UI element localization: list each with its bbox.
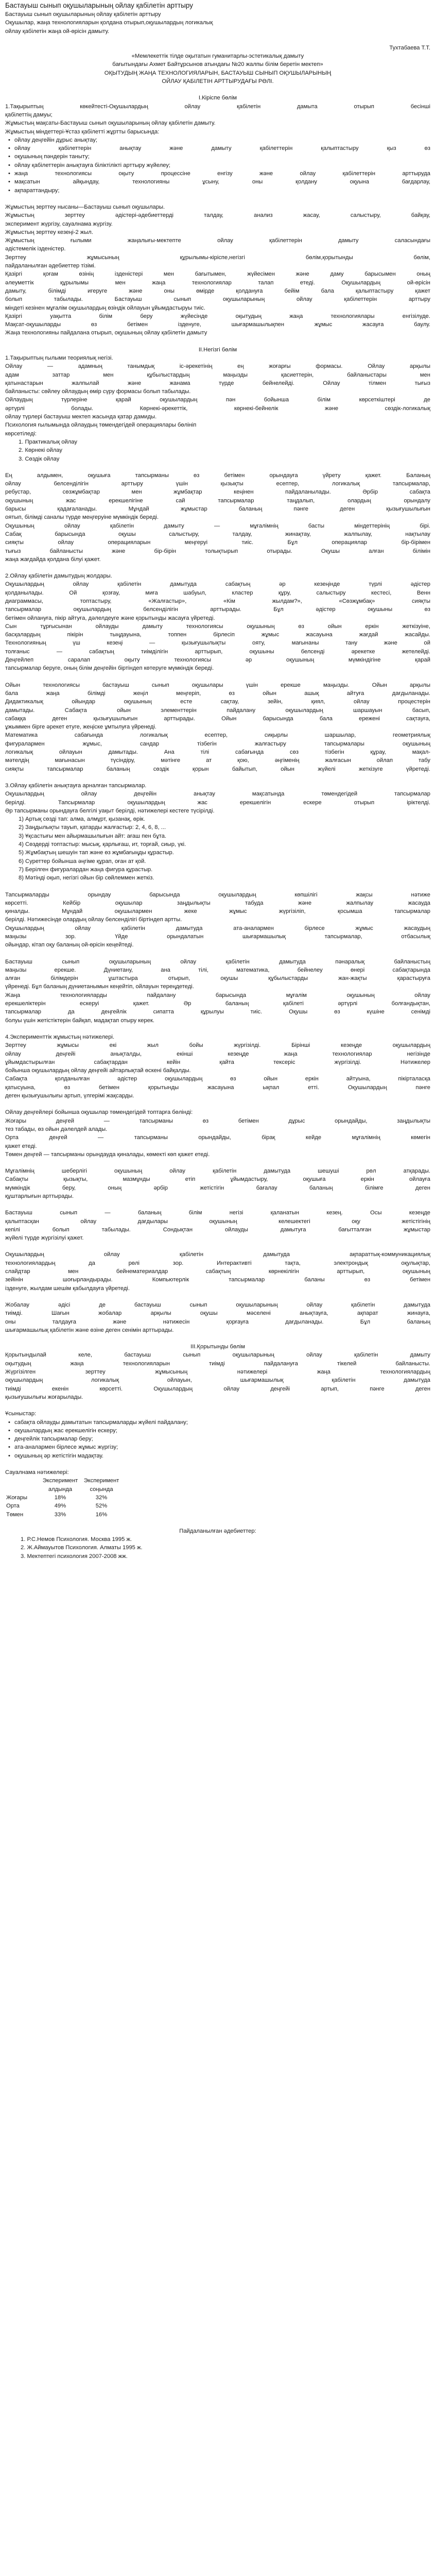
list-item: 1. Практикалық ойлау — [19, 438, 77, 445]
text-line: қиналды. Мұндай оқушылармен жеке жұмыс жүргізіліп, қосымша тапсырмалар — [5, 908, 430, 915]
reference-item: 1. Р.С.Немов Психология. Москва 1995 ж. — [21, 1536, 132, 1543]
paragraph-gap — [5, 950, 430, 958]
reference-item: 3. Мектептегі психология 2007-2008 жж. — [21, 1553, 128, 1560]
bullet-icon: • — [8, 137, 10, 143]
text-line: Қорытындылай келе, бастауыш сынып оқушыларының ойлау қабілетін дамыту — [5, 1352, 430, 1359]
list-item-text: оқушының әр жетістігін мадақтау. — [14, 1452, 104, 1459]
text-line: ұжыммен бірге әрекет етуге, жеңіске ұмтылуға үйренеді. — [5, 724, 156, 731]
text-line: ұйымдастырылған сабақтардан кейін қайта тексеріс жүргізілді. Нәтижелер — [5, 1059, 430, 1065]
list-item — [5, 1418, 430, 1427]
text-line: технологиялардың да рөлі зор. Интерактивті тақта, электрондық оқулықтар, — [5, 1260, 430, 1266]
text-line: ІІ.Негізгі бөлім — [198, 346, 237, 353]
list-item-text: ойлау қабілеттерін анықтау және дамыту қабілеттерін қалыптастыру қыз өз — [14, 145, 430, 152]
bullet-icon: • — [8, 179, 10, 185]
table-header-cell — [6, 1485, 42, 1494]
paragraph-gap — [5, 195, 430, 203]
intro-line: ойлау қабілетін жаңа ой-өрісін дамыту. — [5, 28, 110, 35]
list-item: 7) Берілген фигуралардан жаңа фигура құрастыр. — [19, 866, 153, 873]
text-line: толғаныс — сабақтың тиімділігін арттырып, оқушыны белсенді әрекетке жетелейді. — [5, 648, 430, 655]
table-header-row — [6, 1477, 124, 1485]
list-item — [5, 1443, 430, 1451]
text-line: әртүрлі болады. Көрнекі-әрекеттік, көрнекі-бейнелік және сөздік-логикалық — [5, 405, 430, 412]
text-line: 2.Ойлау қабілетін дамытудың жолдары. — [5, 573, 112, 580]
text-line: Жұмыстың зерттеу нысаны—Бастауыш сынып оқушылары. — [5, 204, 165, 210]
list-item — [5, 1435, 430, 1443]
survey-title: Сауалнама нәтижелері: — [5, 1469, 69, 1476]
text-line: тез табады, өз ойын дәлелдей алады. — [5, 1126, 108, 1132]
text-line: берілді. Тапсырмалар оқушылардың жас ерекшелігін ескере отырып іріктелді. — [5, 799, 430, 806]
text-line: шығармашылық қабілетін және өзіне деген сенімін арттырады. — [5, 1327, 174, 1333]
text-line: логикалық ойлауын дамытады. Ана тілі сабағында сөз тізбегін құрау, мақал- — [5, 749, 430, 756]
table-row — [6, 1511, 124, 1519]
table-cell: Жоғары — [6, 1494, 27, 1501]
paragraph-gap — [5, 1334, 430, 1343]
document-meta: Бастауыш сынып оқушыларының ойлау қабілетін арттыру — [5, 11, 161, 18]
bullet-icon: • — [8, 1419, 10, 1426]
text-line: 1.Тақырыптың көкейтесті-Оқушылардың ойлау қабілетін дамыта отырып бесінші — [5, 103, 430, 110]
text-line: Математика сабағында логикалық есептер, сиқырлы шаршылар, геометриялық — [5, 732, 430, 739]
list-item: 8) Мәтінді оқып, негізгі ойын бір сөйлеммен жеткіз. — [19, 875, 154, 882]
text-line: маңызы зор. Үйде орындалатын шығармашылық тапсырмалар, отбасылық — [5, 933, 430, 940]
text-line: эксперимент жүргізу, сауалнама жүргізу. — [5, 221, 113, 227]
text-line: Бастауыш сынып оқушыларының ойлау қабілетін дамытуда пәнаралық байланыстың — [5, 958, 430, 965]
text-line: Жұмыстың ғылыми жаңалығы-мектепте ойлау қабілеттерін дамыту саласындағы — [5, 238, 430, 244]
list-item — [5, 170, 430, 178]
text-line: ойлау түрлері бастауыш мектеп жасында қатар дамиды. — [5, 414, 157, 420]
list-item-text: оқушының пәндерін таныту; — [14, 154, 90, 160]
document-body — [5, 103, 430, 1460]
paragraph-gap — [5, 337, 430, 346]
text-line: 3.Ойлау қабілетін анықтауға арналған тапсырмалар. — [5, 782, 147, 789]
text-line: Ойлау деңгейлері бойынша оқушылар төмендегідей топтарға бөлінді: — [5, 1109, 193, 1116]
bullet-icon: • — [8, 1427, 10, 1434]
table-cell: 52% — [95, 1503, 108, 1510]
text-line: оқушылардың логикалық ойлауын, шығармашылық қабілетін дамытуда — [5, 1377, 430, 1384]
paragraph-gap — [5, 883, 430, 891]
text-line: Ұсыныстар: — [5, 1411, 37, 1417]
text-line: Сын тұрғысынан ойлауды дамыту технологиясы оқушының өз ойын еркін жеткізуіне, — [5, 623, 430, 630]
list-item — [5, 144, 430, 152]
text-line: тиімді. Шағын жобалар арқылы оқушы мәселені анықтауға, ақпарат жинауға, — [5, 1310, 430, 1317]
text-line: қажет етеді. — [5, 1143, 37, 1149]
text-line: Ойлаудың түрлеріне қарай оқушылардың пән бойынша білім көрсеткіштері де — [5, 397, 430, 403]
list-item-text: оқушылардың жас ерекшелігін ескеру; — [14, 1427, 117, 1434]
text-line: болып табылады. Бастауыш сынып оқушыларының ойлау қабілеттерін арттыру — [5, 296, 430, 303]
text-line: Оқушылардың ойлау деңгейін анықтау мақсатында төмендегідей тапсырмалар — [5, 791, 430, 798]
paragraph-gap — [5, 673, 430, 681]
document-title: Бастауыш сынып оқушыларының ойлау қабілетін арттыру — [5, 2, 194, 9]
text-line: Мақсат-оқушыларды өз бетімен ізденуге, шығармашылықпен жұмыс жасауға баулу. — [5, 321, 430, 328]
paragraph-gap — [5, 1159, 430, 1167]
text-line: ойлау белсенділігін арттыру үшін қызықты есептер, логикалық тапсырмалар, — [5, 481, 430, 487]
text-line: III.Қорытынды бөлім — [190, 1344, 245, 1350]
topic-line: ОҚЫТУДЫҢ ЖАҢА ТЕХНОЛОГИЯЛАРЫН, БАСТАУЫШ СЫНЫП ОҚУШЫЛАРЫНЫҢ — [104, 70, 332, 76]
text-line: болуы үшін жетістіктерін байқап, мадақтап отыру керек. — [5, 1017, 154, 1024]
text-line: Қазіргі қоғам өзінің ізденістері мен бағытымен, жүйесімен және даму барысымен оның — [5, 271, 430, 278]
text-line: Деңгейлеп саралап оқыту технологиясы әр оқушының мүмкіндігіне қарай — [5, 657, 430, 664]
list-item-text: жаңа технологиясы оқыту процессіне енгізу және ойлау қабілеттерін арттыруда — [14, 171, 430, 177]
text-line: Тапсырмаларды орындау барысында оқушылардың көпшілігі жақсы нәтиже — [5, 891, 430, 898]
text-line: Төмен деңгей — тапсырманы орындауда қиналады, көмекті көп қажет етеді. — [5, 1151, 210, 1158]
text-line: кепілі болып табылады. Сондықтан ойлауды дамытуға бағытталған жұмыстар — [5, 1226, 430, 1233]
text-line: барысы қадағаланады. Мұндай жұмыстар баланың пәнге деген қызығушылығын — [5, 506, 430, 513]
paragraph-gap — [5, 1293, 430, 1301]
table-cell: 33% — [54, 1511, 66, 1518]
list-item-text: ойлау қабілеттерін анықтауға біліктілікті арттыру жүйелеу; — [14, 162, 171, 168]
list-item — [5, 136, 430, 144]
text-line: құштарлығын арттырады. — [5, 1193, 74, 1199]
text-line: қатысуына, өз бетімен қорытынды жасауына ықпал етті. Оқушылардың пәнге — [5, 1084, 430, 1091]
bullet-icon: • — [8, 145, 10, 152]
text-line: дамытады. Сабақта ойын элементтерін пайдалану оқушылардың шаршауын басып, — [5, 707, 430, 714]
text-line: Орта деңгей — тапсырманы орындайды, бірақ кейде мұғалімнің көмегін — [5, 1134, 430, 1141]
text-line: Жұмыстың зерттеу әдістері-әдебиеттерді талдау, анализ жасау, салыстыру, байқау, — [5, 212, 430, 219]
text-line: қатынастарын жалпылай және жанама түрде бейнелейді. Ойлау тілмен тығыз — [5, 380, 430, 386]
topic-line: ОЙЛАУ ҚАБІЛЕТІН АРТТЫРУДАҒЫ РӨЛІ. — [162, 78, 274, 85]
text-line: үйренеді. Бұл баланың дүниетанымын кеңейтіп, ойлауын тереңдетеді. — [5, 984, 194, 990]
text-line: 1.Тақырыптың ғылыми теориялық негізі. — [5, 354, 113, 361]
text-line: Технологияның үш кезеңі — қызығушылықты ояту, мағынаны тану және ой — [5, 640, 430, 647]
text-line: маңызы ерекше. Дүниетану, ана тілі, математика, бейнелеу өнері сабақтарында — [5, 967, 430, 973]
paragraph-gap — [5, 463, 430, 471]
text-line: Жүргізілген зерттеу жұмысының нәтижелері жаңа технологиялардың — [5, 1369, 430, 1376]
text-line: диаграммасы, топтастыру, «Жалғастыр», «Кім жылдам?», «Сөзжұмбақ» сияқты — [5, 598, 430, 604]
text-line: қызығушылығы жоғарылады. — [5, 1394, 83, 1400]
text-line: тығыз байланысты және бір-бірін толықтырып отырады. Оқушы алған білімін — [5, 548, 430, 554]
section-title: І.Кіріспе бөлім — [198, 95, 237, 101]
author: Тухтабаева Т.Т. — [389, 44, 430, 51]
text-line: Жоғары деңгей — тапсырманы өз бетімен дұрыс орындайды, заңдылықты — [5, 1117, 430, 1124]
text-line: ребустар, сөзжұмбақтар мен жұмбақтар кеңінен пайдаланылады. Әрбір сабақта — [5, 489, 430, 496]
list-item: 3. Сөздік ойлау — [19, 455, 60, 462]
text-line: сабаққа деген қызығушылығын арттырады. Ойын барысында бала ережені сақтауға, — [5, 715, 430, 722]
intro-line: Оқушылар, жаңа технологияларын қолдана отырып,оқушылардың логикалық — [5, 20, 213, 26]
list-item: 1) Артық сөзді тап: алма, алмұрт, қызанақ, өрік. — [19, 816, 145, 823]
text-line: дамыту, білімді игеруге және оны өмірде қолдануға бейім бала қалыптастыру қажет — [5, 287, 430, 294]
bullet-icon: • — [8, 162, 10, 168]
table-header-row — [6, 1485, 124, 1494]
list-item-text: мақсатын айқындау, технологияны ұсыну, оны қолдану оқуына бағдарлау, — [14, 179, 430, 185]
table-header-cell — [6, 1477, 42, 1485]
list-item — [5, 187, 430, 195]
list-item-text: сабақта ойлауды дамытатын тапсырмаларды жүйелі пайдалану; — [14, 1419, 188, 1426]
paragraph-gap — [5, 1025, 430, 1033]
text-line: Сабақта қолданылған әдістер оқушылардың өз ойын еркін айтуына, пікірталасқа — [5, 1076, 430, 1082]
text-line: мүмкіндік беру, оның әрбір жетістігін бағалау баланың білімге деген — [5, 1184, 430, 1191]
table-row — [6, 1502, 124, 1510]
text-line: Сабақ барысында оқушы салыстыру, талдау, жинақтау, жалпылау, нақтылау — [5, 531, 430, 537]
list-item: 3) Ұқсастығы мен айырмашылығын айт: ағаш пен бұта. — [19, 833, 167, 839]
text-line: Жұмыстың мақсаты-Бастауыш сынып оқушыларының ойлау қабілетін дамыту. — [5, 120, 216, 127]
list-item: 5) Жұмбақтың шешуін тап және өз жұмбағыңды құрастыр. — [19, 850, 174, 856]
bullet-icon: • — [8, 1444, 10, 1451]
bullet-icon: • — [8, 1436, 10, 1443]
text-line: адам заттар мен құбылыстардың маңызды қасиеттерін, байланыстары мен — [5, 371, 430, 378]
paragraph-gap — [5, 564, 430, 572]
text-line: сияқты тапсырмалар баланың сөздік қорын байытып, ойын жүйелі жеткізуге үйретеді. — [5, 766, 430, 772]
text-line: байланысты: сөйлеу ойлаудың өмір сүру формасы болып табылады. — [5, 388, 191, 395]
text-line: жүйелі түрде жүргізілуі қажет. — [5, 1235, 84, 1242]
table-cell: 49% — [54, 1503, 66, 1510]
table-header-cell: Эксперимент — [42, 1478, 78, 1484]
bullet-icon: • — [8, 171, 10, 177]
text-line: Жаңа технологияларды пайдалану барысында мұғалім оқушының ойлау — [5, 992, 430, 998]
bullet-icon: • — [8, 1452, 10, 1459]
text-line: сияқты ойлау операцияларын меңгеруі тиіс. Бұл операциялар бір-бірімен — [5, 539, 430, 546]
table-row — [6, 1494, 124, 1502]
list-item-text: деңгейлік тапсырмалар беру; — [14, 1436, 93, 1443]
text-line: оқушының жас ерекшелігіне сай тапсырмалар таңдалып, олардың орындалу — [5, 497, 430, 504]
text-line: Бастауыш сынып — баланың білім негізі қаланатын кезең. Осы кезеңде — [5, 1210, 430, 1216]
table-cell: 18% — [54, 1494, 66, 1501]
text-line: Оқушылардың ойлау қабілетін дамытуда ақпараттық-коммуникациялық — [5, 1251, 430, 1258]
text-line: Жобалау әдісі де бастауыш сынып оқушыларының ойлау қабілетін дамытуда — [5, 1301, 430, 1308]
text-line: Зерттеу жұмысының құрылымы-кіріспе,негізгі бөлім,қорытынды бөлім, — [5, 254, 430, 261]
text-line: тиімді екенін көрсетті. Оқушылардың ойлау деңгейі артып, пәнге деген — [5, 1385, 430, 1392]
text-line: әлеуметтік құрылымы мен жаңа технологиялар талап етеді. Оқушылардың ой-өрісін — [5, 279, 430, 286]
list-item — [5, 152, 430, 161]
text-line: Жұмыстың зерттеу кезеңі-2 жыл. — [5, 229, 93, 235]
list-item-text: ойлау деңгейін дұрыс анықтау; — [14, 137, 98, 143]
text-line: жаңа жағдайда қолдана білуі қажет. — [5, 556, 101, 563]
text-line: басқалардың пікірін тыңдауына, топпен бірлесіп жұмыс жасауына жағдай жасайды. — [5, 632, 430, 638]
text-line: ойындар, кітап оқу баланың ой-өрісін кеңейтеді. — [5, 942, 134, 948]
list-item-text: ақпараттандыру; — [14, 187, 60, 194]
bullet-icon: • — [8, 187, 10, 194]
table-cell: 32% — [95, 1494, 108, 1501]
table-cell: Төмен — [6, 1511, 24, 1518]
list-item: 6) Суреттер бойынша әңгіме құрап, оған ат қой. — [19, 858, 146, 865]
text-line: Оқушылардың ойлау қабілетін дамытуда ата-аналармен бірлесе жұмыс жасаудың — [5, 925, 430, 931]
references-title: Пайдаланылған әдебиеттер: — [179, 1528, 256, 1534]
list-item — [5, 1427, 430, 1435]
list-item — [5, 161, 430, 170]
text-line: қолданылады. Ой қозғау, миға шабуыл, кластер құру, салыстыру кестесі, Венн — [5, 589, 430, 596]
text-line: фигуралармен жұмыс, сандар тізбегін жалғастыру тапсырмалары оқушының — [5, 740, 430, 747]
paragraph-gap — [5, 1200, 430, 1209]
school-line: бағытындағы Ахмет Байтұрсынов атындағы №20 жалпы білім беретін мектеп» — [112, 61, 323, 68]
text-line: Қазіргі уақытта білім беру жүйесінде оқытудың жаңа технологиялары енгізілуде. — [5, 313, 430, 319]
list-item: 2. Көрнекі ойлау — [19, 447, 62, 454]
text-line: деген қызығушылығы артып, үлгерімі жақсарды. — [5, 1093, 134, 1099]
document — [5, 0, 430, 1561]
text-line: Оқушының ойлау қабілетін дамыту — мұғалімнің басты міндеттерінің бірі. — [5, 522, 430, 529]
table-cell: Орта — [6, 1503, 20, 1510]
text-line: Ойлау — адамның танымдық іс-әрекетінің ең жоғарғы формасы. Ойлау арқылы — [5, 363, 430, 370]
text-line: слайдтар мен бейнематериалдар сабақтың көрнекілігін арттырып, оқушының — [5, 1268, 430, 1275]
list-item: 4) Сөздерді топтастыр: мысық, қарлығаш, ит, торғай, сиыр, үкі. — [19, 841, 186, 848]
table-header-cell: Эксперимент — [83, 1478, 119, 1484]
text-line: пайдаланылған әдебиеттер тізімі. — [5, 263, 96, 269]
text-line: қабілеттің дамуы; — [5, 111, 53, 118]
table-header-cell: алдында — [48, 1486, 73, 1493]
text-line: міндеті кезінен мұғалім оқушылардың өзіндік ойлауын ұйымдастыруы тиіс. — [5, 304, 205, 311]
text-line: Ойын технологиясы бастауыш сынып оқушылары үшін ерекше маңызды. Ойын арқылы — [5, 682, 430, 688]
text-line: тапсырмалар да деңгейлік сипатта құрылуы тиіс. Оқушы өз күшіне сенімді — [5, 1009, 430, 1015]
text-line: Жұмыстың міндеттері-Ұстаз қабілетті жұртты барысында: — [5, 128, 160, 135]
text-line: бойынша оқушылардың ойлау деңгейі айтарлықтай өскені байқалды. — [5, 1067, 191, 1074]
list-item — [5, 178, 430, 186]
text-line: тапсырмалар беруге, оның білім деңгейін біртіндеп көтеруге мүмкіндік береді. — [5, 665, 214, 672]
table-header-cell: соңында — [90, 1486, 113, 1493]
text-line: оны талдауға және нәтижесін қорғауға дағдыланады. Бұл баланың — [5, 1318, 430, 1325]
text-line: Ең алдымен, оқушыға тапсырманы өз бетімен орындауға үйрету қажет. Баланың — [5, 472, 430, 479]
survey-table — [6, 1477, 124, 1518]
text-line: ізденуге, жылдам шешім қабылдауға үйретеді. — [5, 1285, 130, 1292]
text-line: тапсырмалар оқушылардың белсенділігін арттырады. Бұл әдістер оқушыны өз — [5, 606, 430, 613]
text-line: Сабақты қызықты, мазмұнды етіп ұйымдастыру, оқушыға еркін ойлауға — [5, 1176, 430, 1183]
text-line: бала жаңа білімді жеңіл меңгеріп, өз ойын ашық айтуға дағдыланады. — [5, 690, 430, 697]
reference-item: 2. Ж.Аймауытов Психология. Алматы 1995 ж. — [21, 1545, 143, 1551]
text-line: зейінін шоғырландырады. Компьютерлік тапсырмалар баланы өз бетімен — [5, 1277, 430, 1283]
text-line: оқытудың жаңа технологияларын тиімді пайдалануға тікелей байланысты. — [5, 1360, 430, 1367]
text-line: ойлау деңгейі анықталды, екінші кезеңде жаңа технологиялар негізінде — [5, 1050, 430, 1057]
text-line: Зерттеу жұмысы екі жыл бойы жүргізілді. Бірінші кезеңде оқушылардың — [5, 1042, 430, 1049]
table-cell: 16% — [95, 1511, 108, 1518]
text-line: мәтелдің мағынасын түсіндіру, мәтінге ат қою, әңгіменің жалғасын ойлап табу — [5, 757, 430, 764]
list-item — [5, 1452, 430, 1460]
paragraph-gap — [5, 773, 430, 782]
text-line: бетімен ойлануға, пікір айтуға, дәлелдеуге және қорытынды жасауға үйретеді. — [5, 615, 215, 621]
text-line: Әр тапсырманы орындауға белгілі уақыт берілді, нәтижелері кестеге түсірілді. — [5, 807, 215, 814]
list-item: 2) Заңдылықты тауып, қатарды жалғастыр: 2, 4, 6, 8, ... — [19, 824, 166, 831]
text-line: көрсетті. Кейбір оқушылар заңдылықты табуда және жалпылау жасауда — [5, 900, 430, 906]
text-line: қалыптасқан ойлау дағдылары оқушының келешектегі оқу жетістігінің — [5, 1218, 430, 1225]
bullet-icon: • — [8, 154, 10, 160]
text-line: алған білімдерін ұштастыра отырып, оқушы құбылыстарды жан-жақты қарастыруға — [5, 975, 430, 982]
text-line: көрсетіледі: — [5, 430, 37, 437]
list-item-text: ата-аналармен бірлесе жұмыс жүргізу; — [14, 1444, 118, 1451]
text-line: оятып, білімді саналы түрде меңгеруіне мүмкіндік береді. — [5, 514, 159, 521]
text-line: Мұғалімнің шеберлігі оқушының ойлау қабілетін дамытуда шешуші рөл атқарады. — [5, 1168, 430, 1175]
paragraph-gap — [5, 1100, 430, 1108]
school-line: «Мемлекеттік тілде оқытатын гуманитарлы-эстетикалық дамыту — [131, 53, 304, 60]
text-line: ерекшеліктерін ескеруі қажет. Әр баланың қабілеті әртүрлі болғандықтан, — [5, 1001, 430, 1007]
text-line: Жаңа технологияны пайдалана отырып, оқушының ойлау қабілетін дамыту — [5, 330, 207, 336]
text-line: әдістемелік ізденістер. — [5, 246, 66, 252]
references-list — [5, 1535, 430, 1561]
paragraph-gap — [5, 1242, 430, 1250]
text-line: Оқушылардың ойлау қабілетін дамытуда сабақтың әр кезеңінде түрлі әдістер — [5, 581, 430, 588]
text-line: Психология ғылымында ойлаудың төмендегідей операциялары бөлініп — [5, 422, 197, 429]
paragraph-gap — [5, 1401, 430, 1410]
text-line: Дидактикалық ойындар оқушының есте сақтау, зейін, қиял, ойлау процестерін — [5, 699, 430, 705]
text-line: берілді. Нәтижесінде олардың ойлау белсенділігі біртіндеп артты. — [5, 917, 182, 923]
text-line: 4.Эксперименттік жұмыстың нәтижелері. — [5, 1033, 115, 1040]
